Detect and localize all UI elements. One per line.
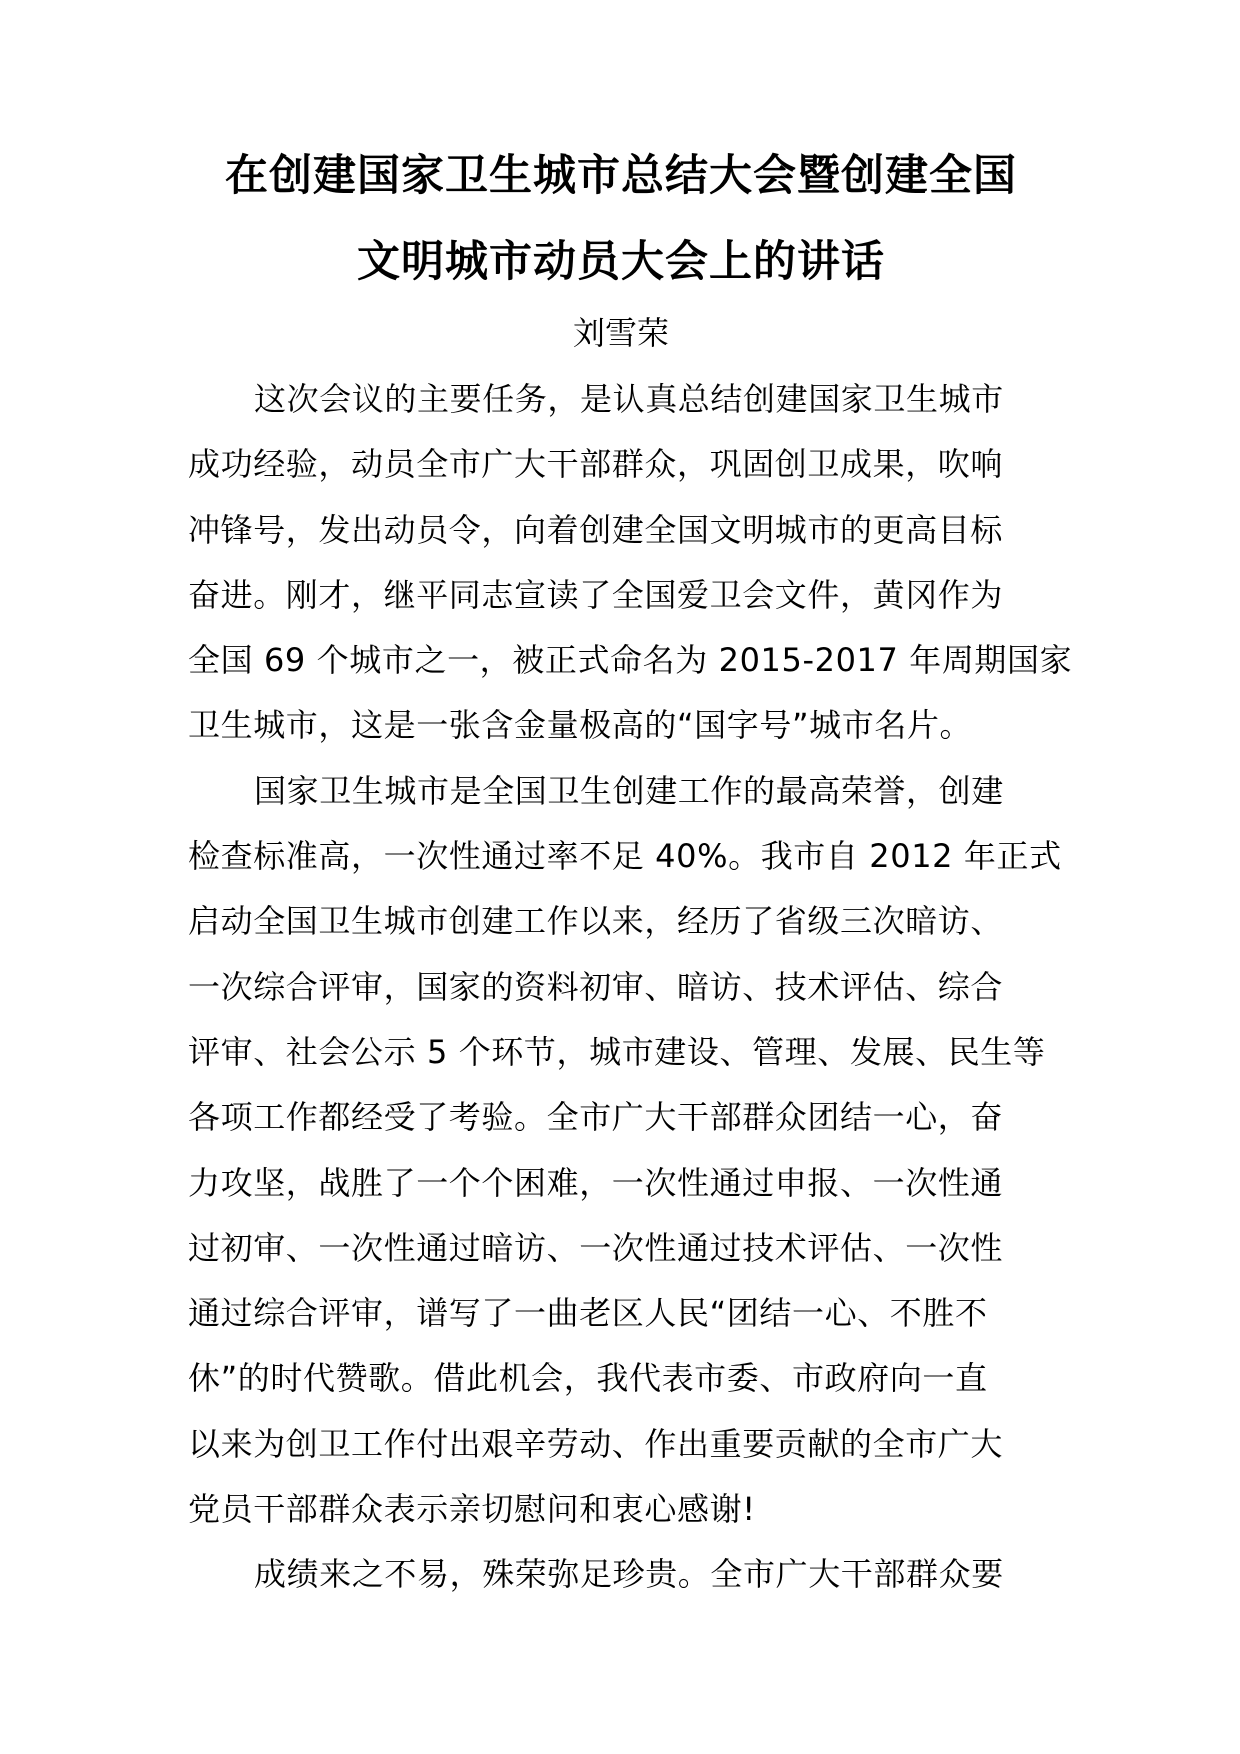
paragraph-line: 各项工作都经受了考验。全市广大干部群众团结一心，奋 [188, 1098, 1004, 1137]
paragraph-line: 启动全国卫生城市创建工作以来，经历了省级三次暗访、 [188, 902, 1004, 941]
paragraph-line: 力攻坚，战胜了一个个困难，一次性通过申报、一次性通 [188, 1163, 1004, 1202]
paragraph-line: 评审、社会公示 5 个环节，城市建设、管理、发展、民生等 [188, 1032, 1046, 1071]
paragraph-line: 国家卫生城市是全国卫生创建工作的最高荣誉，创建 [254, 771, 1004, 810]
paragraph-2 [188, 759, 1062, 1543]
paragraph-3 [188, 1542, 1054, 1607]
paragraph-line: 休”的时代赞歌。借此机会，我代表市委、市政府向一直 [188, 1359, 988, 1398]
paragraph-line: 成功经验，动员全市广大干部群众，巩固创卫成果，吹响 [188, 445, 1004, 484]
paragraph-line: 奋进。刚才，继平同志宣读了全国爱卫会文件，黄冈作为 [188, 575, 1004, 614]
paragraph-line: 全国 69 个城市之一，被正式命名为 2015-2017 年周期国家 [188, 641, 1073, 680]
paragraph-1 [188, 367, 1073, 759]
paragraph-line: 通过综合评审，谱写了一曲老区人民“团结一心、不胜不 [188, 1294, 988, 1333]
paragraph-line: 检查标准高，一次性通过率不足 40%。我市自 2012 年正式 [188, 837, 1062, 876]
paragraph-line: 这次会议的主要任务，是认真总结创建国家卫生城市 [254, 380, 1004, 418]
document-page [188, 151, 1073, 1608]
paragraph-line: 卫生城市，这是一张含金量极高的“国字号”城市名片。 [188, 706, 973, 745]
paragraph-line: 冲锋号，发出动员令，向着创建全国文明城市的更高目标 [188, 510, 1004, 549]
page-title [188, 133, 1054, 305]
paragraph-line: 一次综合评审，国家的资料初审、暗访、技术评估、综合 [188, 967, 1004, 1006]
paragraph-line: 成绩来之不易，殊荣弥足珍贵。全市广大干部群众要 [254, 1555, 1004, 1594]
paragraph-line: 以来为创卫工作付出艰辛劳动、作出重要贡献的全市广大 [188, 1424, 1004, 1463]
paragraph-line: 过初审、一次性通过暗访、一次性通过技术评估、一次性 [188, 1228, 1004, 1267]
author-name: 刘雪荣 [572, 314, 669, 352]
title-line-1: 在创建国家卫生城市总结大会暨创建全国 [225, 151, 1017, 201]
title-line-2: 文明城市动员大会上的讲话 [357, 237, 885, 287]
paragraph-line: 党员干部群众表示亲切慰问和衷心感谢! [188, 1490, 756, 1529]
